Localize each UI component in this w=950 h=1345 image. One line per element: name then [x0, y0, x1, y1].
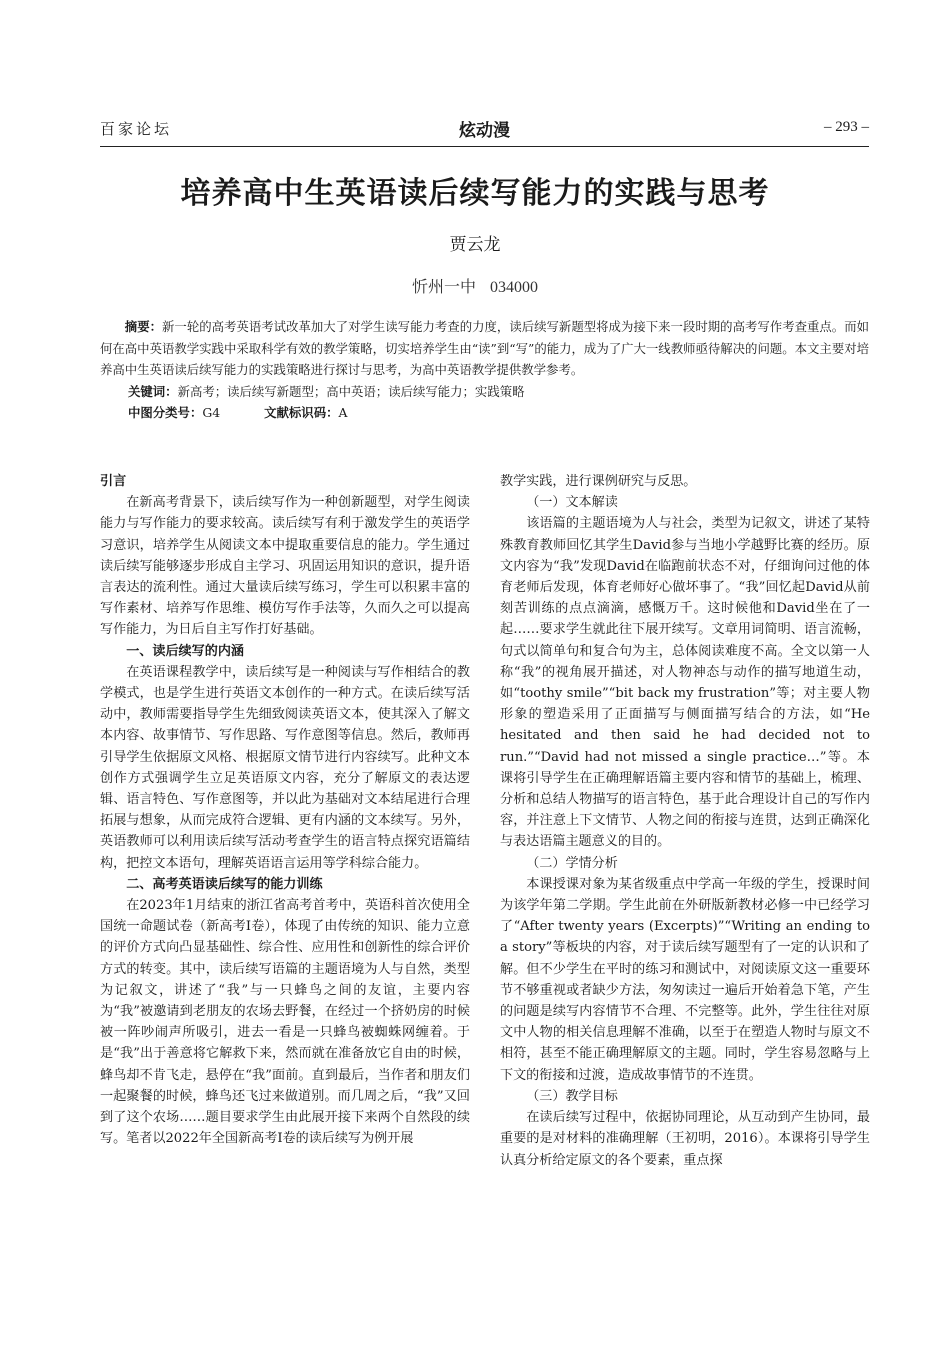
section-heading-1: 一、读后续写的内涵 [126, 643, 245, 659]
right-column [500, 471, 870, 1171]
abstract-label: 摘要： [124, 319, 163, 334]
paragraph-text-analysis: 该语篇的主题语境为人与社会，类型为记叙文，讲述了某特殊教育教师回忆其学生David参与当地小学越野比赛的经历。原文内容为“我”发现David在临跑前状态不对，仔细询问过他的体育老师后发现，体育老师好心做坏事了。“我”回忆起David从前刻苦训练的点点滴滴，感慨万千。这时候他和David坐在了一起……要求学生就此往下展开续写。文章用词简明、语言流畅，句式以简单句和复合句为主，总体阅读难度不高。全文以第一人称“我”的视角展开描述，对人物神态与动作的描写地道生动，如“toothy smile”“bit back my frustration”等；对主要人物形象的塑造采用了正面描写与侧面描写结合的方法，如“He hesitated and then said he had decided not to run.”“David had not missed a single practice…”等。本课将引导学生在正确理解语篇主要内容和情节的基础上，梳理、分析和总结人物描写的语言特色，基于此合理设计自己的写作内容，并注意上下文情节、人物之间的衔接与连贯，达到正确深化与表达语篇主题意义的目的。 [500, 516, 870, 850]
paragraph-intro: 在新高考背景下，读后续写作为一种创新题型，对学生阅读能力与写作能力的要求较高。读后续写有利于激发学生的英语学习意识，培养学生从阅读文本中提取重要信息的能力。学生通过读后续写能够逐步形成自主学习、巩固运用知识的意识，提升语言表达的流利性。通过大量读后续写练习，学生可以积累丰富的写作素材、培养写作思维、模仿写作手法等，久而久之可以提高写作能力，为日后自主写作打好基础。 [100, 495, 470, 638]
header-rule [100, 146, 869, 147]
paragraph-student-analysis: 本课授课对象为某省级重点中学高一年级的学生，授课时间为该学年第二学期。学生此前在外研版新教材必修一中已经学习了“After twenty years (Excerpts)”“Writing an ending to a story”等板块的内容，对于读后续写题型有了一定的认识和了解。但不少学生在平时的练习和测试中，对阅读原文这一重要环节不够重视或者缺少方法，匆匆读过一遍后开始着急下笔，产生的问题是续写内容情节不合理、不完整等。此外，学生往往对原文中人物的相关信息理解不准确，以至于在塑造人物时与原文不相符，甚至不能正确理解原文的主题。同时，学生容易忽略与上下文的衔接和过渡，造成故事情节的不连贯。 [500, 876, 870, 1083]
paragraph-teaching-goals: 在读后续写过程中，依据协同理论，从互动到产生协同，最重要的是对材料的准确理解（王初明，2016）。本课将引导学生认真分析给定原文的各个要素，重点探 [500, 1110, 870, 1168]
keywords [128, 381, 869, 403]
doc-code-value: A [338, 405, 348, 420]
classification [128, 402, 869, 424]
paragraph-2: 在2023年1月结束的浙江省高考首考中，英语科首次使用全国统一命题试卷（新高考I卷），体现了由传统的知识、能力立意的评价方式向凸显基础性、综合性、应用性和创新性的综合评价方式的转变。其中，读后续写语篇的主题语境为人与自然，类型为记叙文，讲述了“我”与一只蜂鸟之间的友谊，主要内容为“我”被邀请到老朋友的农场去野餐，在经过一个挤奶房的时候被一阵吵闹声所吸引，进去一看是一只蜂鸟被蜘蛛网缠着。于是“我”出于善意将它解救下来，然而就在准备放它自由的时候，蜂鸟却不肯飞走，悬停在“我”面前。直到最后，当作者和朋友们一起聚餐的时候，蜂鸟还飞过来做道别。而几周之后，“我”又回到了这个农场……题目要求学生由此展开接下来两个自然段的续写。笔者以2022年全国新高考I卷的读后续写为例开展 [100, 898, 470, 1147]
keywords-label: 关键词： [128, 383, 178, 399]
keywords-text: 新高考；读后续写新题型；高中英语；读后续写能力；实践策略 [177, 383, 525, 399]
abstract [100, 316, 869, 381]
subsection-heading-2: （二）学情分析 [526, 855, 618, 871]
article-title: 培养高中生英语读后续写能力的实践与思考 [180, 176, 770, 211]
header-journal: 炫动漫 [459, 121, 510, 141]
clc-label: 中图分类号： [128, 405, 203, 420]
section-heading-intro: 引言 [100, 474, 127, 489]
subsection-heading-1: （一）文本解读 [526, 495, 618, 511]
subsection-heading-3: （三）教学目标 [526, 1088, 618, 1104]
section-heading-2: 二、高考英语读后续写的能力训练 [126, 876, 323, 892]
affiliation-postcode: 034000 [490, 279, 538, 296]
paragraph-1: 在英语课程教学中，读后续写是一种阅读与写作相结合的教学模式，也是学生进行英语文本创作的一种方式。在读后续写活动中，教师需要指导学生先细致阅读英语文本，使其深入了解文本内容、故事情节、写作思路、写作意图等信息。然后，教师再引导学生依据原文风格、根据原文情节进行内容续写。此种文本创作方式强调学生立足英语原文内容，充分了解原文的表达逻辑、语言特色、写作意图等，并以此为基础对文本结尾进行合理拓展与想象，从而完成符合逻辑、更有内涵的文本续写。另外，英语教师可以利用读后续写活动考查学生的语言特点探究语篇结构，把控文本语句，理解英语语言运用等学科综合能力。 [100, 664, 470, 871]
running-header [100, 118, 869, 146]
abstract-text: 新一轮的高考英语考试改革加大了对学生读写能力考查的力度，读后续写新题型将成为接下来一段时期的高考写作考查重点。而如何在高中英语教学实践中采取科学有效的教学策略，切实培养学生由“读”到“写”的能力，成为了广大一线教师亟待解决的问题。本文主要对培养高中生英语读后续写能力的实践策略进行探讨与思考，为高中英语教学提供教学参考。 [100, 319, 870, 377]
abstract-block [100, 316, 869, 424]
affiliation-name: 忻州一中 [411, 277, 476, 296]
paragraph-continued: 教学实践，进行课例研究与反思。 [500, 474, 697, 489]
clc-value: G4 [202, 405, 221, 420]
author: 贾云龙 [449, 235, 501, 255]
header-section: 百家论坛 [100, 120, 173, 138]
left-column [100, 471, 470, 1150]
affiliation [0, 274, 950, 297]
header-page-number: – 293 – [824, 119, 869, 135]
doc-code-label: 文献标识码： [264, 405, 339, 420]
